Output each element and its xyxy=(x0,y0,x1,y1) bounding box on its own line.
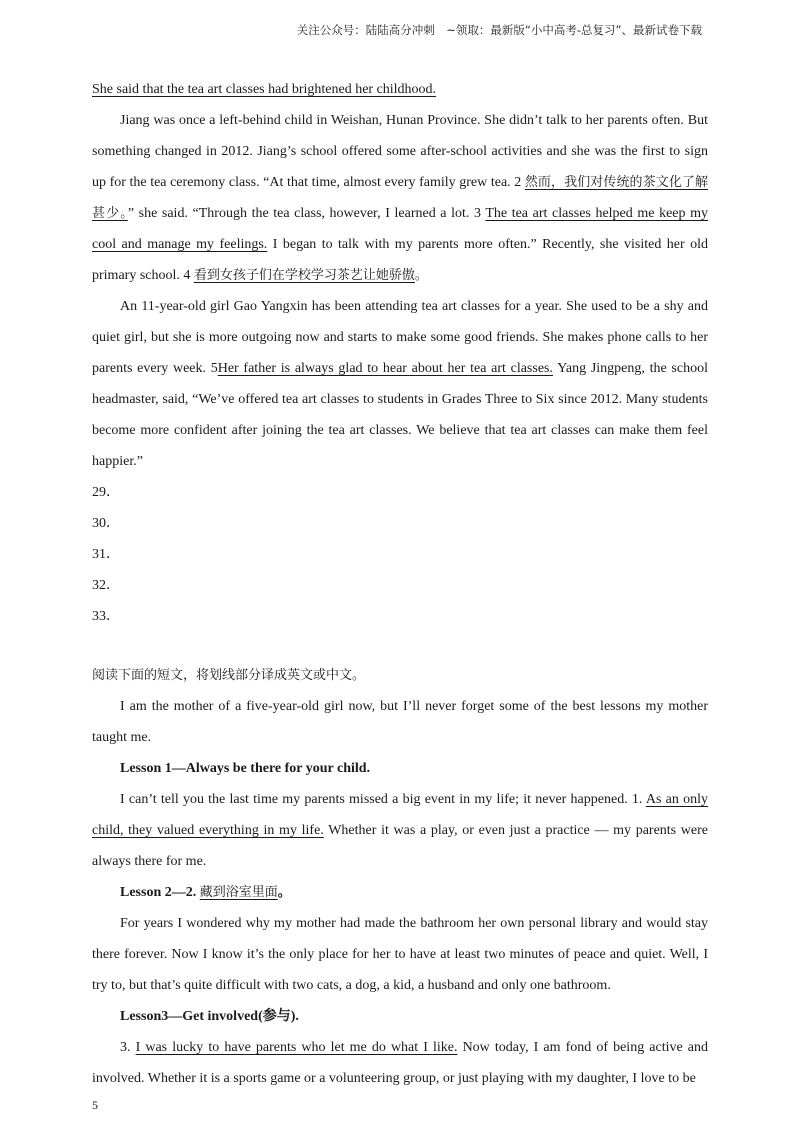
section-instruction: 阅读下面的短文，将划线部分译成英文或中文。 xyxy=(92,668,366,683)
lesson3-heading: Lesson3—Get involved(参与). xyxy=(120,1009,299,1024)
document-body xyxy=(92,74,708,1094)
lesson1-paragraph: I can’t tell you the last time my parents missed a big event in my life; it never happened. 1. As an only child, they valued everything in my life. Whether it was a play, or even just a practice — my parents were always there for me. xyxy=(92,792,709,869)
lesson1-heading: Lesson 1—Always be there for your child. xyxy=(120,761,371,776)
underlined-lesson2: 藏到浴室里面 xyxy=(199,885,278,900)
passage1-first-line xyxy=(92,74,708,105)
underlined-sentence-4: 看到女孩子们在学校学习茶艺让她骄傲 xyxy=(193,268,415,283)
question-29: 29． xyxy=(92,485,120,500)
underlined-lesson3: I was lucky to have parents who let me do what I like. xyxy=(135,1040,458,1055)
underlined-sentence-5: Her father is always glad to hear about her tea art classes. xyxy=(217,361,553,376)
question-33: 33． xyxy=(92,609,120,624)
lesson2-heading: Lesson 2—2. 藏到浴室里面。 xyxy=(120,885,291,900)
question-31: 31． xyxy=(92,547,120,562)
underlined-sentence-3: The tea art classes helped me keep my cool and manage my feelings. xyxy=(92,206,708,252)
section-gap xyxy=(92,632,708,660)
question-30: 30． xyxy=(92,516,120,531)
passage2-intro: I am the mother of a five-year-old girl now, but I’ll never forget some of the best lessons my mother taught me. xyxy=(92,699,708,745)
page-number: 5 xyxy=(92,1098,98,1112)
underlined-lesson1: As an only child, they valued everything in my life. xyxy=(92,792,709,838)
page-header: 关注公众号：陆陆高分冲刺 ~领取：最新版“小中高考-总复习”、最新试卷下载 xyxy=(296,23,702,37)
underlined-sentence-2: 然而，我们对传统的茶文化了解甚少。 xyxy=(92,175,708,221)
lesson3-paragraph: 3. I was lucky to have parents who let me do what I like. Now today, I am fond of being active and involved. Whether it is a sports game or a volunteering group, or just playing with my daughter, I love to be xyxy=(92,1040,709,1086)
passage1-paragraph-2: An 11-year-old girl Gao Yangxin has been attending tea art classes for a year. She used to be a shy and quiet girl, but she is more outgoing now and starts to make some good friends. She makes phone calls to her parents every week. 5Her father is always glad to hear about her tea art classes. Yang Jingpeng, the school headmaster, said, “We’ve offered tea art classes to students in Grades Three to Six since 2012. Many students become more confident after joining the tea art classes. We believe that tea art classes can make them feel happier.” xyxy=(92,299,708,469)
lesson2-paragraph: For years I wondered why my mother had made the bathroom her own personal library and would stay there forever. Now I know it’s the only place for her to have at least two minutes of peace and quiet. Well, I try to, but that’s quite difficult with two cats, a dog, a kid, a husband and only one bathroom. xyxy=(92,916,708,993)
underlined-sentence-1: She said that the tea art classes had brightened her childhood. xyxy=(92,82,437,97)
question-32: 32． xyxy=(92,578,120,593)
passage1-paragraph-1: Jiang was once a left-behind child in Weishan, Hunan Province. She didn’t talk to her parents often. But something changed in 2012. Jiang’s school offered some after-school activities and she was the first to sign up for the tea ceremony class. “At that time, almost every family grew tea. 2 然而，我们对传统的茶文化了解甚少。” she said. “Through the tea class, however, I learned a lot. 3 The tea art classes helped me keep my cool and manage my feelings. I began to talk with my parents more often.” Recently, she visited her old primary school. 4 看到女孩子们在学校学习茶艺让她骄傲。 xyxy=(92,113,708,283)
